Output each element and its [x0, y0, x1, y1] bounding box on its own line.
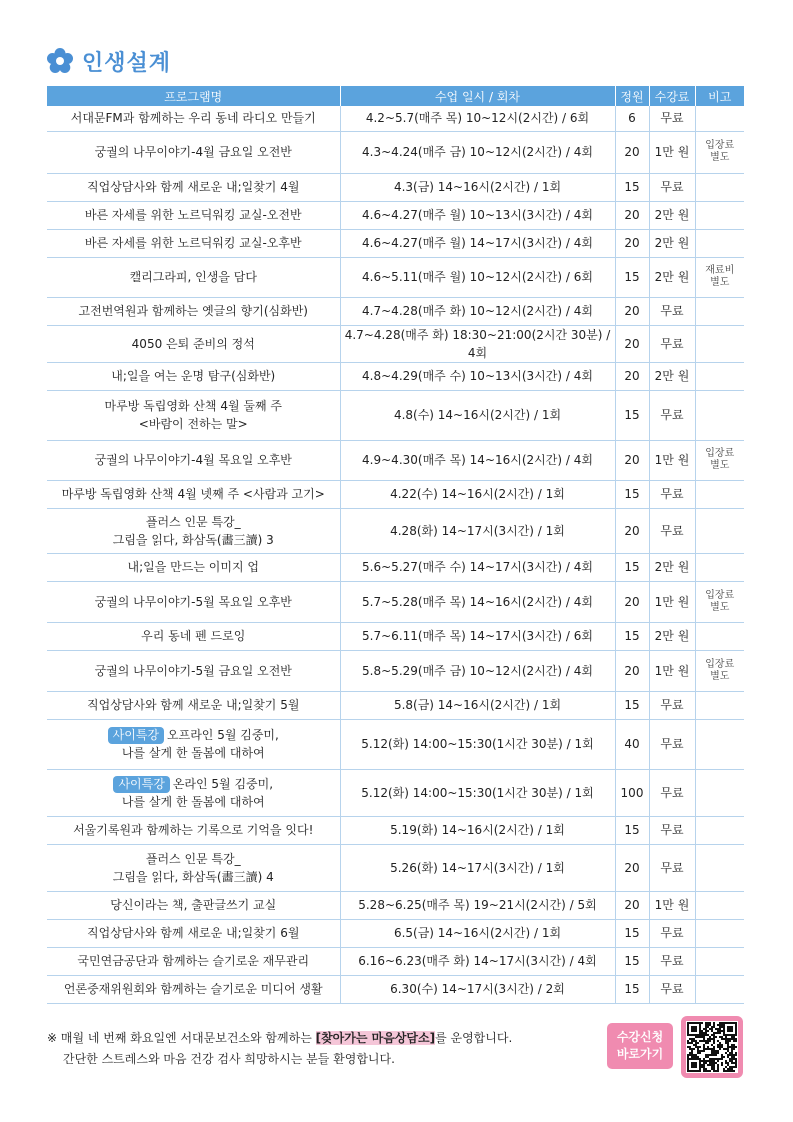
program-name: 직업상담사와 함께 새로운 내;일찾기 4월	[87, 180, 300, 194]
program-name: 플러스 인문 특강_	[145, 851, 241, 866]
program-name-cell	[47, 553, 340, 581]
qr-code-icon	[686, 1021, 738, 1073]
schedule-cell: 5.8~5.29(매주 금) 10~12시(2시간) / 4회	[340, 650, 615, 691]
fee-cell: 2만 원	[649, 201, 695, 229]
fee-cell: 1만 원	[649, 131, 695, 173]
fee-cell: 2만 원	[649, 362, 695, 390]
note-text: 별도	[710, 460, 730, 471]
note-cell	[695, 622, 744, 650]
capacity-cell: 20	[615, 844, 649, 891]
special-lecture-badge: 사이특강	[113, 776, 169, 793]
program-name: 궁궐의 나무이야기-4월 목요일 오후반	[94, 453, 292, 467]
capacity-cell: 15	[615, 691, 649, 719]
program-name: 언론중재위원회와 함께하는 슬기로운 미디어 생활	[63, 982, 323, 996]
fee-cell: 무료	[649, 816, 695, 844]
fee-cell: 1만 원	[649, 440, 695, 480]
fee-cell: 무료	[649, 325, 695, 362]
schedule-cell: 4.8~4.29(매주 수) 10~13시(3시간) / 4회	[340, 362, 615, 390]
note-cell	[695, 769, 744, 816]
table-row	[47, 691, 744, 719]
special-lecture-badge: 사이특강	[108, 727, 164, 744]
program-name-cell	[47, 201, 340, 229]
qr-code[interactable]	[681, 1016, 743, 1078]
program-name-cell	[47, 297, 340, 325]
program-name: 우리 동네 펜 드로잉	[141, 629, 246, 643]
fee-cell: 무료	[649, 975, 695, 1003]
fee-cell: 1만 원	[649, 581, 695, 622]
note-cell	[695, 919, 744, 947]
program-name-cell	[47, 891, 340, 919]
table-row	[47, 769, 744, 816]
table-row	[47, 719, 744, 769]
program-name: 궁궐의 나무이야기-4월 금요일 오전반	[94, 145, 292, 159]
program-name-cell	[47, 106, 340, 131]
note-cell	[695, 325, 744, 362]
program-name: 내;일을 여는 운명 탐구(심화반)	[111, 369, 276, 383]
schedule-cell: 4.2~5.7(매주 목) 10~12시(2시간) / 6회	[340, 106, 615, 131]
program-name: 나를 살게 한 돌봄에 대하여	[121, 746, 265, 760]
note-cell	[695, 650, 744, 691]
fee-cell: 무료	[649, 719, 695, 769]
capacity-cell: 15	[615, 257, 649, 297]
footer-line-1	[47, 1028, 512, 1049]
footer-line-2: 간단한 스트레스와 마음 건강 검사 희망하시는 분들 환영합니다.	[63, 1052, 395, 1066]
program-name-cell	[47, 362, 340, 390]
program-name: 그림을 읽다, 화삼독(畵三讀) 3	[112, 532, 274, 547]
program-name-cell	[47, 390, 340, 440]
apply-button-line-1: 수강신청	[616, 1030, 664, 1044]
note-cell	[695, 480, 744, 508]
table-row	[47, 581, 744, 622]
program-name-cell	[47, 581, 340, 622]
table-row	[47, 947, 744, 975]
fee-cell: 무료	[649, 947, 695, 975]
footer-line-1-prefix: ※ 매월 네 번째 화요일엔 서대문보건소와 함께하는	[47, 1031, 316, 1045]
capacity-cell: 20	[615, 362, 649, 390]
table-row	[47, 390, 744, 440]
page-header	[46, 44, 171, 78]
table-row	[47, 440, 744, 480]
table-row	[47, 844, 744, 891]
header-note: 비고	[695, 86, 744, 106]
schedule-cell: 4.7~4.28(매주 화) 10~12시(2시간) / 4회	[340, 297, 615, 325]
table-row	[47, 816, 744, 844]
capacity-cell: 20	[615, 650, 649, 691]
capacity-cell: 20	[615, 325, 649, 362]
program-name: 바른 자세를 위한 노르딕워킹 교실-오전반	[84, 208, 302, 222]
note-cell	[695, 891, 744, 919]
schedule-cell: 4.22(수) 14~16시(2시간) / 1회	[340, 480, 615, 508]
program-name: 고전번역원과 함께하는 옛글의 향기(심화반)	[78, 304, 308, 318]
note-cell	[695, 719, 744, 769]
table-header-row	[47, 86, 744, 106]
capacity-cell: 20	[615, 229, 649, 257]
note-text: 입장료	[705, 589, 735, 601]
fee-cell: 2만 원	[649, 553, 695, 581]
capacity-cell: 40	[615, 719, 649, 769]
flower-icon	[46, 47, 74, 75]
schedule-cell: 4.9~4.30(매주 목) 14~16시(2시간) / 4회	[340, 440, 615, 480]
fee-cell: 무료	[649, 390, 695, 440]
capacity-cell: 15	[615, 173, 649, 201]
footer-highlight: [찾아가는 마음상담소]	[315, 1031, 436, 1045]
schedule-cell: 4.28(화) 14~17시(3시간) / 1회	[340, 508, 615, 553]
table-row	[47, 362, 744, 390]
schedule-cell: 6.30(수) 14~17시(3시간) / 2회	[340, 975, 615, 1003]
capacity-cell: 100	[615, 769, 649, 816]
table-row	[47, 650, 744, 691]
program-name-cell	[47, 229, 340, 257]
program-name: 서대문FM과 함께하는 우리 동네 라디오 만들기	[70, 111, 316, 126]
apply-shortcut-button[interactable]	[607, 1023, 673, 1069]
schedule-cell: 5.8(금) 14~16시(2시간) / 1회	[340, 691, 615, 719]
note-cell	[695, 691, 744, 719]
note-cell	[695, 131, 744, 173]
program-name: 온라인 5월 김중미,	[172, 776, 274, 791]
program-name-cell	[47, 650, 340, 691]
note-cell	[695, 816, 744, 844]
schedule-cell: 4.3(금) 14~16시(2시간) / 1회	[340, 173, 615, 201]
footer-notice	[47, 1028, 512, 1070]
fee-cell: 무료	[649, 844, 695, 891]
table-row	[47, 325, 744, 362]
program-name-cell	[47, 691, 340, 719]
note-cell	[695, 947, 744, 975]
schedule-cell: 4.6~4.27(매주 월) 14~17시(3시간) / 4회	[340, 229, 615, 257]
capacity-cell: 20	[615, 131, 649, 173]
program-name: <바람이 전하는 말>	[138, 417, 248, 431]
program-name-cell	[47, 816, 340, 844]
program-name-cell	[47, 480, 340, 508]
schedule-table	[47, 86, 744, 1004]
note-cell	[695, 440, 744, 480]
program-name-cell	[47, 975, 340, 1003]
schedule-cell: 5.7~5.28(매주 목) 14~16시(2시간) / 4회	[340, 581, 615, 622]
program-name: 궁궐의 나무이야기-5월 금요일 오전반	[94, 663, 292, 678]
program-name-cell	[47, 719, 340, 769]
note-text: 별도	[710, 601, 730, 613]
program-name-cell	[47, 508, 340, 553]
program-name-cell	[47, 257, 340, 297]
capacity-cell: 15	[615, 816, 649, 844]
program-name: 캘리그라피, 인생을 담다	[129, 270, 257, 284]
note-cell	[695, 201, 744, 229]
header-schedule: 수업 일시 / 회차	[340, 86, 615, 106]
capacity-cell: 15	[615, 390, 649, 440]
table-row	[47, 622, 744, 650]
table-row	[47, 919, 744, 947]
program-name: 바른 자세를 위한 노르딕워킹 교실-오후반	[84, 236, 302, 250]
fee-cell: 2만 원	[649, 622, 695, 650]
fee-cell: 무료	[649, 508, 695, 553]
page-title: 인생설계	[82, 50, 172, 76]
table-row	[47, 257, 744, 297]
note-cell	[695, 553, 744, 581]
program-name-cell	[47, 769, 340, 816]
fee-cell: 2만 원	[649, 229, 695, 257]
table-row	[47, 891, 744, 919]
note-text: 입장료	[705, 140, 735, 151]
program-name-cell	[47, 440, 340, 480]
program-name: 직업상담사와 함께 새로운 내;일찾기 5월	[87, 698, 300, 712]
program-name: 4050 은퇴 준비의 정석	[131, 336, 255, 351]
apply-button-line-2: 바로가기	[616, 1047, 664, 1061]
header-program-name: 프로그램명	[47, 86, 340, 106]
schedule-cell: 5.12(화) 14:00~15:30(1시간 30분) / 1회	[340, 719, 615, 769]
program-name: 나를 살게 한 돌봄에 대하여	[121, 794, 265, 809]
capacity-cell: 15	[615, 553, 649, 581]
schedule-cell: 5.19(화) 14~16시(2시간) / 1회	[340, 816, 615, 844]
capacity-cell: 15	[615, 480, 649, 508]
table-row	[47, 480, 744, 508]
table-row	[47, 106, 744, 131]
note-cell	[695, 297, 744, 325]
schedule-cell: 6.16~6.23(매주 화) 14~17시(3시간) / 4회	[340, 947, 615, 975]
note-text: 별도	[710, 277, 730, 288]
capacity-cell: 20	[615, 581, 649, 622]
schedule-cell: 6.5(금) 14~16시(2시간) / 1회	[340, 919, 615, 947]
capacity-cell: 20	[615, 297, 649, 325]
program-name-cell	[47, 947, 340, 975]
program-name: 플러스 인문 특강_	[145, 514, 241, 529]
fee-cell: 무료	[649, 919, 695, 947]
header-capacity: 정원	[615, 86, 649, 106]
note-cell	[695, 581, 744, 622]
note-text: 재료비	[705, 265, 735, 276]
note-cell	[695, 362, 744, 390]
note-text: 별도	[710, 670, 730, 682]
note-cell	[695, 106, 744, 131]
program-name: 그림을 읽다, 화삼독(畵三讀) 4	[112, 869, 274, 884]
note-cell	[695, 257, 744, 297]
fee-cell: 2만 원	[649, 257, 695, 297]
program-name: 마루방 독립영화 산책 4월 넷째 주 <사람과 고기>	[61, 487, 325, 501]
fee-cell: 무료	[649, 691, 695, 719]
footer-line-1-suffix: 를 운영합니다.	[435, 1031, 513, 1045]
program-name-cell	[47, 919, 340, 947]
capacity-cell: 15	[615, 975, 649, 1003]
fee-cell: 1만 원	[649, 650, 695, 691]
program-name: 국민연금공단과 함께하는 슬기로운 재무관리	[77, 954, 310, 968]
note-cell	[695, 229, 744, 257]
program-name: 마루방 독립영화 산책 4월 둘째 주	[104, 399, 282, 413]
capacity-cell: 15	[615, 622, 649, 650]
table-row	[47, 173, 744, 201]
schedule-cell: 5.26(화) 14~17시(3시간) / 1회	[340, 844, 615, 891]
note-cell	[695, 508, 744, 553]
note-text: 입장료	[705, 448, 735, 459]
capacity-cell: 20	[615, 508, 649, 553]
table-row	[47, 229, 744, 257]
program-name: 오프라인 5월 김중미,	[167, 728, 279, 742]
program-name: 당신이라는 책, 출판글쓰기 교실	[110, 898, 277, 912]
schedule-cell: 5.7~6.11(매주 목) 14~17시(3시간) / 6회	[340, 622, 615, 650]
capacity-cell: 15	[615, 919, 649, 947]
fee-cell: 무료	[649, 106, 695, 131]
fee-cell: 무료	[649, 297, 695, 325]
capacity-cell: 15	[615, 947, 649, 975]
header-fee: 수강료	[649, 86, 695, 106]
note-text: 별도	[710, 152, 730, 163]
fee-cell: 무료	[649, 173, 695, 201]
program-name: 궁궐의 나무이야기-5월 목요일 오후반	[94, 594, 292, 609]
table-row	[47, 201, 744, 229]
capacity-cell: 20	[615, 891, 649, 919]
program-name: 서울기록원과 함께하는 기록으로 기억을 잇다!	[73, 823, 314, 837]
schedule-cell: 5.12(화) 14:00~15:30(1시간 30분) / 1회	[340, 769, 615, 816]
table-row	[47, 131, 744, 173]
schedule-cell: 5.6~5.27(매주 수) 14~17시(3시간) / 4회	[340, 553, 615, 581]
capacity-cell: 20	[615, 201, 649, 229]
program-name-cell	[47, 325, 340, 362]
capacity-cell: 6	[615, 106, 649, 131]
schedule-cell: 5.28~6.25(매주 목) 19~21시(2시간) / 5회	[340, 891, 615, 919]
note-cell	[695, 975, 744, 1003]
table-row	[47, 297, 744, 325]
schedule-cell: 4.6~4.27(매주 월) 10~13시(3시간) / 4회	[340, 201, 615, 229]
program-name: 내;일을 만드는 이미지 업	[127, 560, 259, 574]
schedule-cell: 4.6~5.11(매주 월) 10~12시(2시간) / 6회	[340, 257, 615, 297]
schedule-cell: 4.7~4.28(매주 화) 18:30~21:00(2시간 30분) / 4회	[340, 325, 615, 362]
note-cell	[695, 390, 744, 440]
schedule-cell: 4.3~4.24(매주 금) 10~12시(2시간) / 4회	[340, 131, 615, 173]
program-name: 직업상담사와 함께 새로운 내;일찾기 6월	[87, 926, 300, 940]
schedule-cell: 4.8(수) 14~16시(2시간) / 1회	[340, 390, 615, 440]
program-name-cell	[47, 622, 340, 650]
program-name-cell	[47, 844, 340, 891]
program-name-cell	[47, 131, 340, 173]
fee-cell: 1만 원	[649, 891, 695, 919]
capacity-cell: 20	[615, 440, 649, 480]
note-cell	[695, 173, 744, 201]
table-row	[47, 553, 744, 581]
fee-cell: 무료	[649, 480, 695, 508]
program-name-cell	[47, 173, 340, 201]
note-cell	[695, 844, 744, 891]
fee-cell: 무료	[649, 769, 695, 816]
note-text: 입장료	[705, 658, 735, 670]
table-row	[47, 508, 744, 553]
table-row	[47, 975, 744, 1003]
